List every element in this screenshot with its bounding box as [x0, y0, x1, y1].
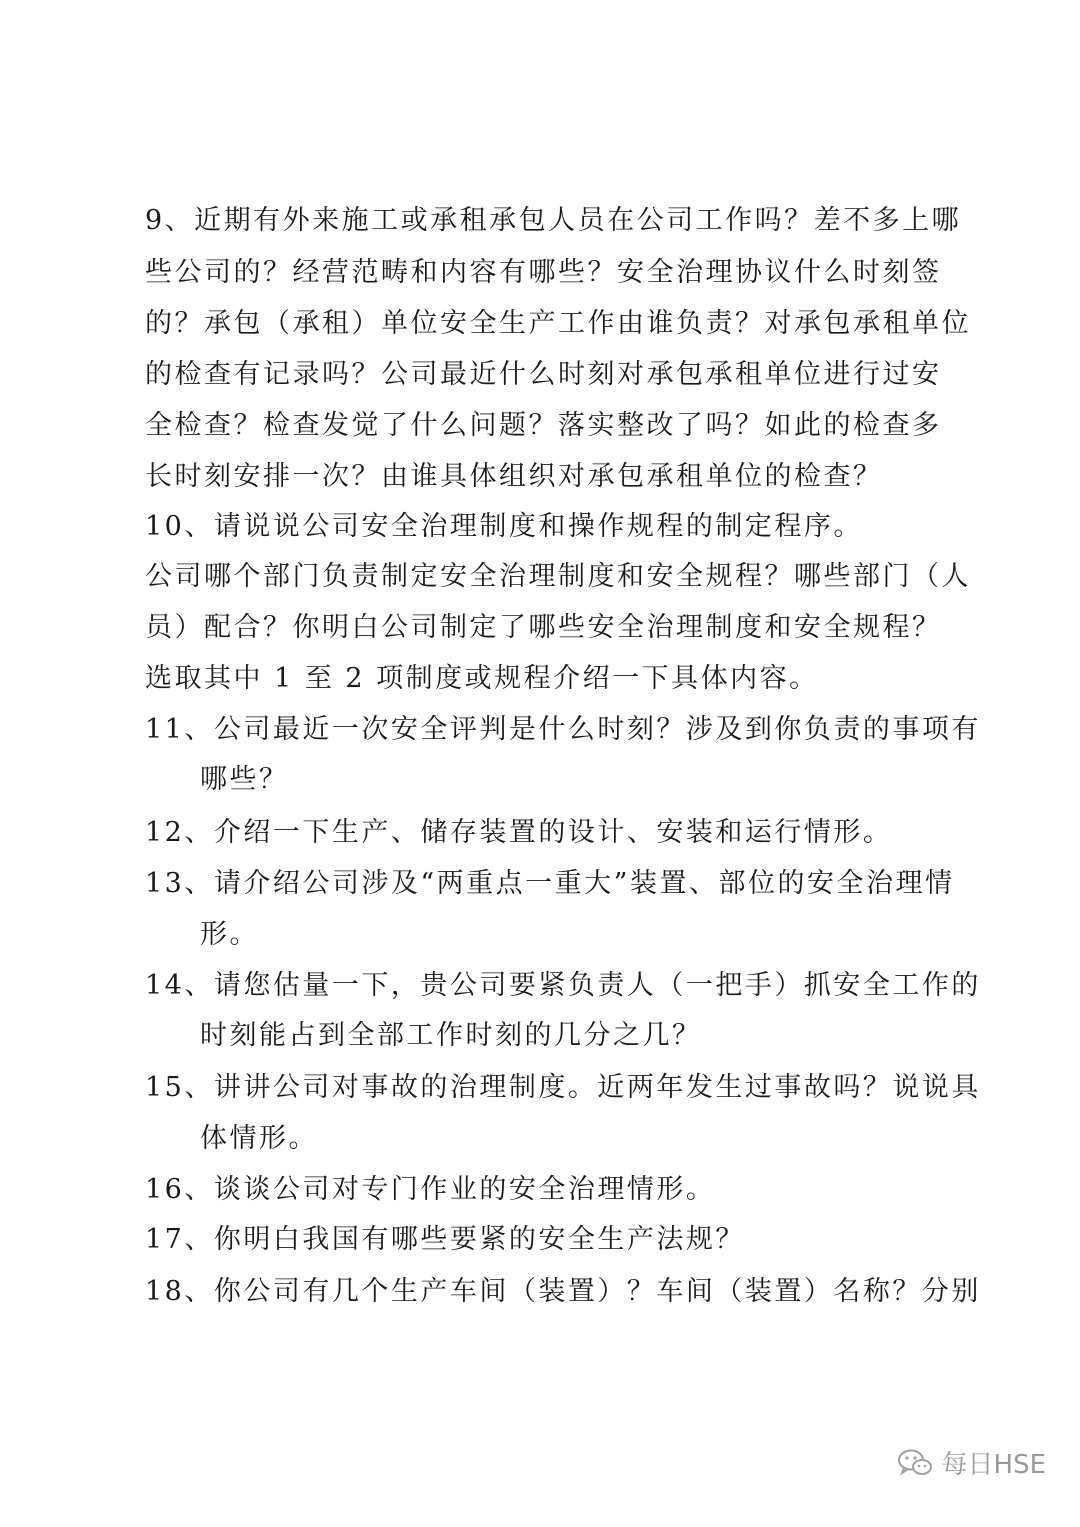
watermark-label: 每日HSE — [941, 1450, 1046, 1480]
text-line: 哪些？ — [200, 764, 289, 795]
text-line: 12、介绍一下生产、储存装置的设计、安装和运行情形。 — [145, 817, 893, 848]
text-line: 17、你明白我国有哪些要紧的安全生产法规？ — [145, 1224, 745, 1255]
text-line: 10、请说说公司安全治理制度和操作规程的制定程序。 — [145, 511, 863, 542]
text-line: 长时刻安排一次？由谁具体组织对承包承租单位的检查？ — [145, 461, 883, 492]
text-line: 员）配合？你明白公司制定了哪些安全治理制度和安全规程？ — [145, 612, 942, 643]
text-line: 公司哪个部门负责制定安全治理制度和安全规程？哪些部门（人 — [145, 561, 971, 592]
text-line: 9、近期有外来施工或承租承包人员在公司工作吗？差不多上哪 — [145, 205, 962, 236]
text-line: 14、请您估量一下，贵公司要紧负责人（一把手）抓安全工作的 — [145, 970, 981, 1001]
text-line: 体情形。 — [200, 1123, 318, 1154]
text-line: 时刻能占到全部工作时刻的几分之几？ — [200, 1020, 702, 1051]
text-line: 的？承包（承租）单位安全生产工作由谁负责？对承包承租单位 — [145, 308, 971, 339]
text-line: 11、公司最近一次安全评判是什么时刻？涉及到你负责的事项有 — [145, 714, 981, 745]
text-line: 15、讲讲公司对事故的治理制度。近两年发生过事故吗？说说具 — [145, 1072, 981, 1103]
text-line: 13、请介绍公司涉及“两重点一重大”装置、部位的安全治理情 — [145, 868, 955, 899]
text-line: 选取其中 1 至 2 项制度或规程介绍一下具体内容。 — [145, 663, 819, 694]
text-line: 16、谈谈公司对专门作业的安全治理情形。 — [145, 1174, 716, 1205]
watermark — [896, 1444, 1046, 1481]
text-line: 些公司的？经营范畴和内容有哪些？安全治理协议什么时刻签 — [145, 257, 942, 288]
text-line: 全检查？检查发觉了什么问题？落实整改了吗？如此的检查多 — [145, 410, 942, 441]
text-line: 18、你公司有几个生产车间（装置）？车间（装置）名称？分别 — [145, 1276, 981, 1307]
text-line: 的检查有记录吗？公司最近什么时刻对承包承租单位进行过安 — [145, 359, 942, 390]
text-line: 形。 — [200, 919, 259, 950]
wechat-icon — [896, 1448, 934, 1478]
